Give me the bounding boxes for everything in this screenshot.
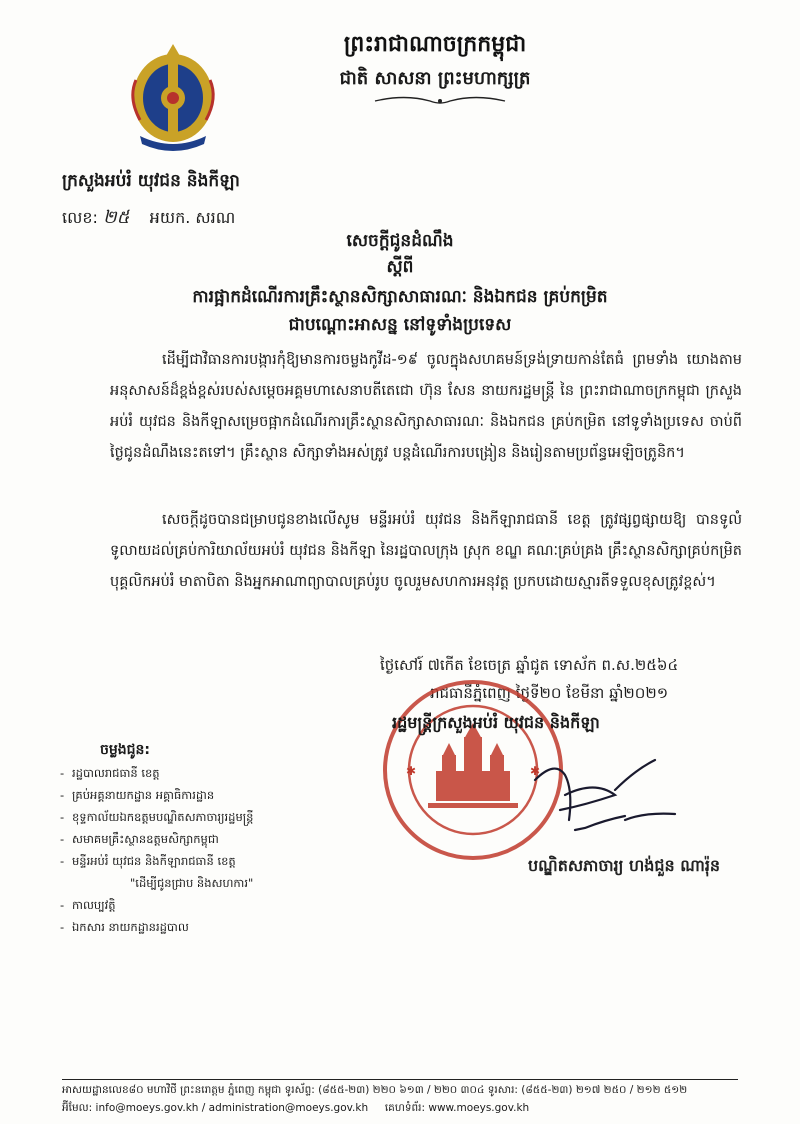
handwritten-signature bbox=[525, 750, 695, 840]
recipients-title: ចម្លងជូន: bbox=[100, 742, 151, 758]
list-item: - គ្រប់អគ្គនាយកដ្ឋាន អគ្គាធិការដ្ឋាន bbox=[60, 788, 215, 802]
notice-subject-label: ស្តីពី bbox=[386, 257, 414, 277]
list-item: - មន្ទីរអប់រំ យុវជន និងកីឡារាជធានី ខេត្ត bbox=[60, 854, 236, 868]
reference-number-value: ២៥ bbox=[102, 207, 130, 228]
kingdom-title: ព្រះរាជាណាចក្រកម្ពុជា bbox=[343, 32, 527, 57]
recipients-note: "ដើម្បីជូនជ្រាប និងសហការ" bbox=[130, 876, 254, 890]
svg-text:✱: ✱ bbox=[530, 764, 541, 778]
svg-text:✱: ✱ bbox=[406, 764, 417, 778]
list-item: - ខុទ្ទកាល័យឯកឧត្តមបណ្ឌិតសភាចារ្យរដ្ឋមន្ត្រី bbox=[60, 810, 254, 824]
list-item: - រដ្ឋបាលរាជធានី ខេត្ត bbox=[60, 766, 160, 780]
email-label: អ៊ីមែល: bbox=[62, 1102, 93, 1114]
signer-name: បណ្ឌិតសភាចារ្យ ហង់ជួន ណារ៉ុន bbox=[528, 856, 721, 875]
footer-address: អាសយដ្ឋានលេខ៨០ មហាវិថី ព្រះនរោត្តម ភ្នំពេញ កម្ពុជា ទូរស័ព្ទ: (៨៥៥-២៣) ២២០ ៦១៣ / ២២០ ៣០៤ ទូរសារ: (៨៥៥-២៣) ២១៧ ២៥០ / ២១២ ៥១២ bbox=[62, 1084, 688, 1096]
email-link[interactable]: info@moeys.gov.kh / administration@moeys.gov.kh bbox=[95, 1102, 369, 1114]
ministry-logo bbox=[118, 40, 228, 160]
solar-date: រាជធានីភ្នំពេញ ថ្ងៃទី២០ ខែមីនា ឆ្នាំ២០២១ bbox=[430, 684, 669, 702]
national-motto: ជាតិ សាសនា ព្រះមហាក្សត្រ bbox=[339, 68, 531, 89]
ornament-divider bbox=[370, 94, 510, 108]
lunar-date: ថ្ងៃសៅរ៍ ៧កើត ខែចេត្រ ឆ្នាំជូត ទោស័ក ព.ស.២៥៦៤ bbox=[380, 656, 679, 674]
signer-title: រដ្ឋមន្ត្រីក្រសួងអប់រំ យុវជន និងកីឡា bbox=[392, 713, 600, 732]
body-paragraph-2: សេចក្តីដូចបានជម្រាបជូនខាងលើសូម មន្ទីរអប់រំ យុវជន និងកីឡារាជធានី ខេត្ត ត្រូវផ្សព្វផ្សាយឱ្យ បានទូលំទូលាយដល់គ្រប់ការិយាល័យអប់រំ យុវជន និងកីឡា នៃរដ្ឋបាលក្រុង ស្រុក ខណ្ឌ គណៈគ្រប់គ្រង គ្រឹះស្ថានសិក្សាគ្រប់កម្រិត បុគ្គលិកអប់រំ មាតាបិតា និងអ្នកអាណាព្យាបាលគ្រប់រូប ចូលរួមសហការអនុវត្ត ប្រកបដោយស្មារតីទទួលខុសត្រូវខ្ពស់។ bbox=[110, 512, 742, 590]
reference-code: អយក. សរណ bbox=[149, 208, 236, 227]
list-item: - សមាគមគ្រឹះស្ថានឧត្តមសិក្សាកម្ពុជា bbox=[60, 832, 219, 846]
notice-title: សេចក្តីជូនដំណឹង bbox=[346, 231, 454, 251]
reference-label: លេខ: bbox=[62, 208, 98, 227]
footer-contact bbox=[62, 1102, 529, 1117]
recipients-list bbox=[60, 766, 390, 942]
body-paragraph-1: ដើម្បីជាវិធានការបង្ការកុំឱ្យមានការចម្លងកូវីដ-១៩ ចូលក្នុងសហគមន៍ទ្រង់ទ្រាយកាន់តែធំ ព្រមទាំង យោងតាមអនុសាសន៍ដ៏ខ្ពង់ខ្ពស់របស់សម្តេចអគ្គមហាសេនាបតីតេជោ ហ៊ុន សែន នាយករដ្ឋមន្ត្រី នៃ ព្រះរាជាណាចក្រកម្ពុជា ក្រសួងអប់រំ យុវជន និងកីឡាសម្រេចផ្អាកដំណើរការគ្រឹះស្ថានសិក្សាសាធារណៈ និងឯកជន គ្រប់កម្រិត នៅទូទាំងប្រទេស ចាប់ពីថ្ងៃជូនដំណឹងនេះតទៅ។ គ្រឹះស្ថាន សិក្សាទាំងអស់ត្រូវ បន្តដំណើរការបង្រៀន និងរៀនតាមប្រព័ន្ធអេឡិចត្រូនិក។ bbox=[110, 352, 742, 461]
ministry-name: ក្រសួងអប់រំ យុវជន និងកីឡា bbox=[62, 171, 240, 191]
reference-number bbox=[62, 205, 235, 232]
footer-divider bbox=[62, 1079, 738, 1080]
list-item: - ឯកសារ នាយកដ្ឋានរដ្ឋបាល bbox=[60, 920, 189, 934]
website-label: គេហទំព័រ: bbox=[384, 1102, 426, 1114]
list-item: - កាលប្បវត្តិ bbox=[60, 898, 116, 912]
notice-subject: ការផ្អាកដំណើរការគ្រឹះស្ថានសិក្សាសាធារណៈ និងឯកជន គ្រប់កម្រិត bbox=[192, 287, 608, 307]
website-link[interactable]: www.moeys.gov.kh bbox=[428, 1102, 530, 1114]
notice-subject-cont: ជាបណ្តោះអាសន្ន នៅទូទាំងប្រទេស bbox=[288, 315, 512, 335]
